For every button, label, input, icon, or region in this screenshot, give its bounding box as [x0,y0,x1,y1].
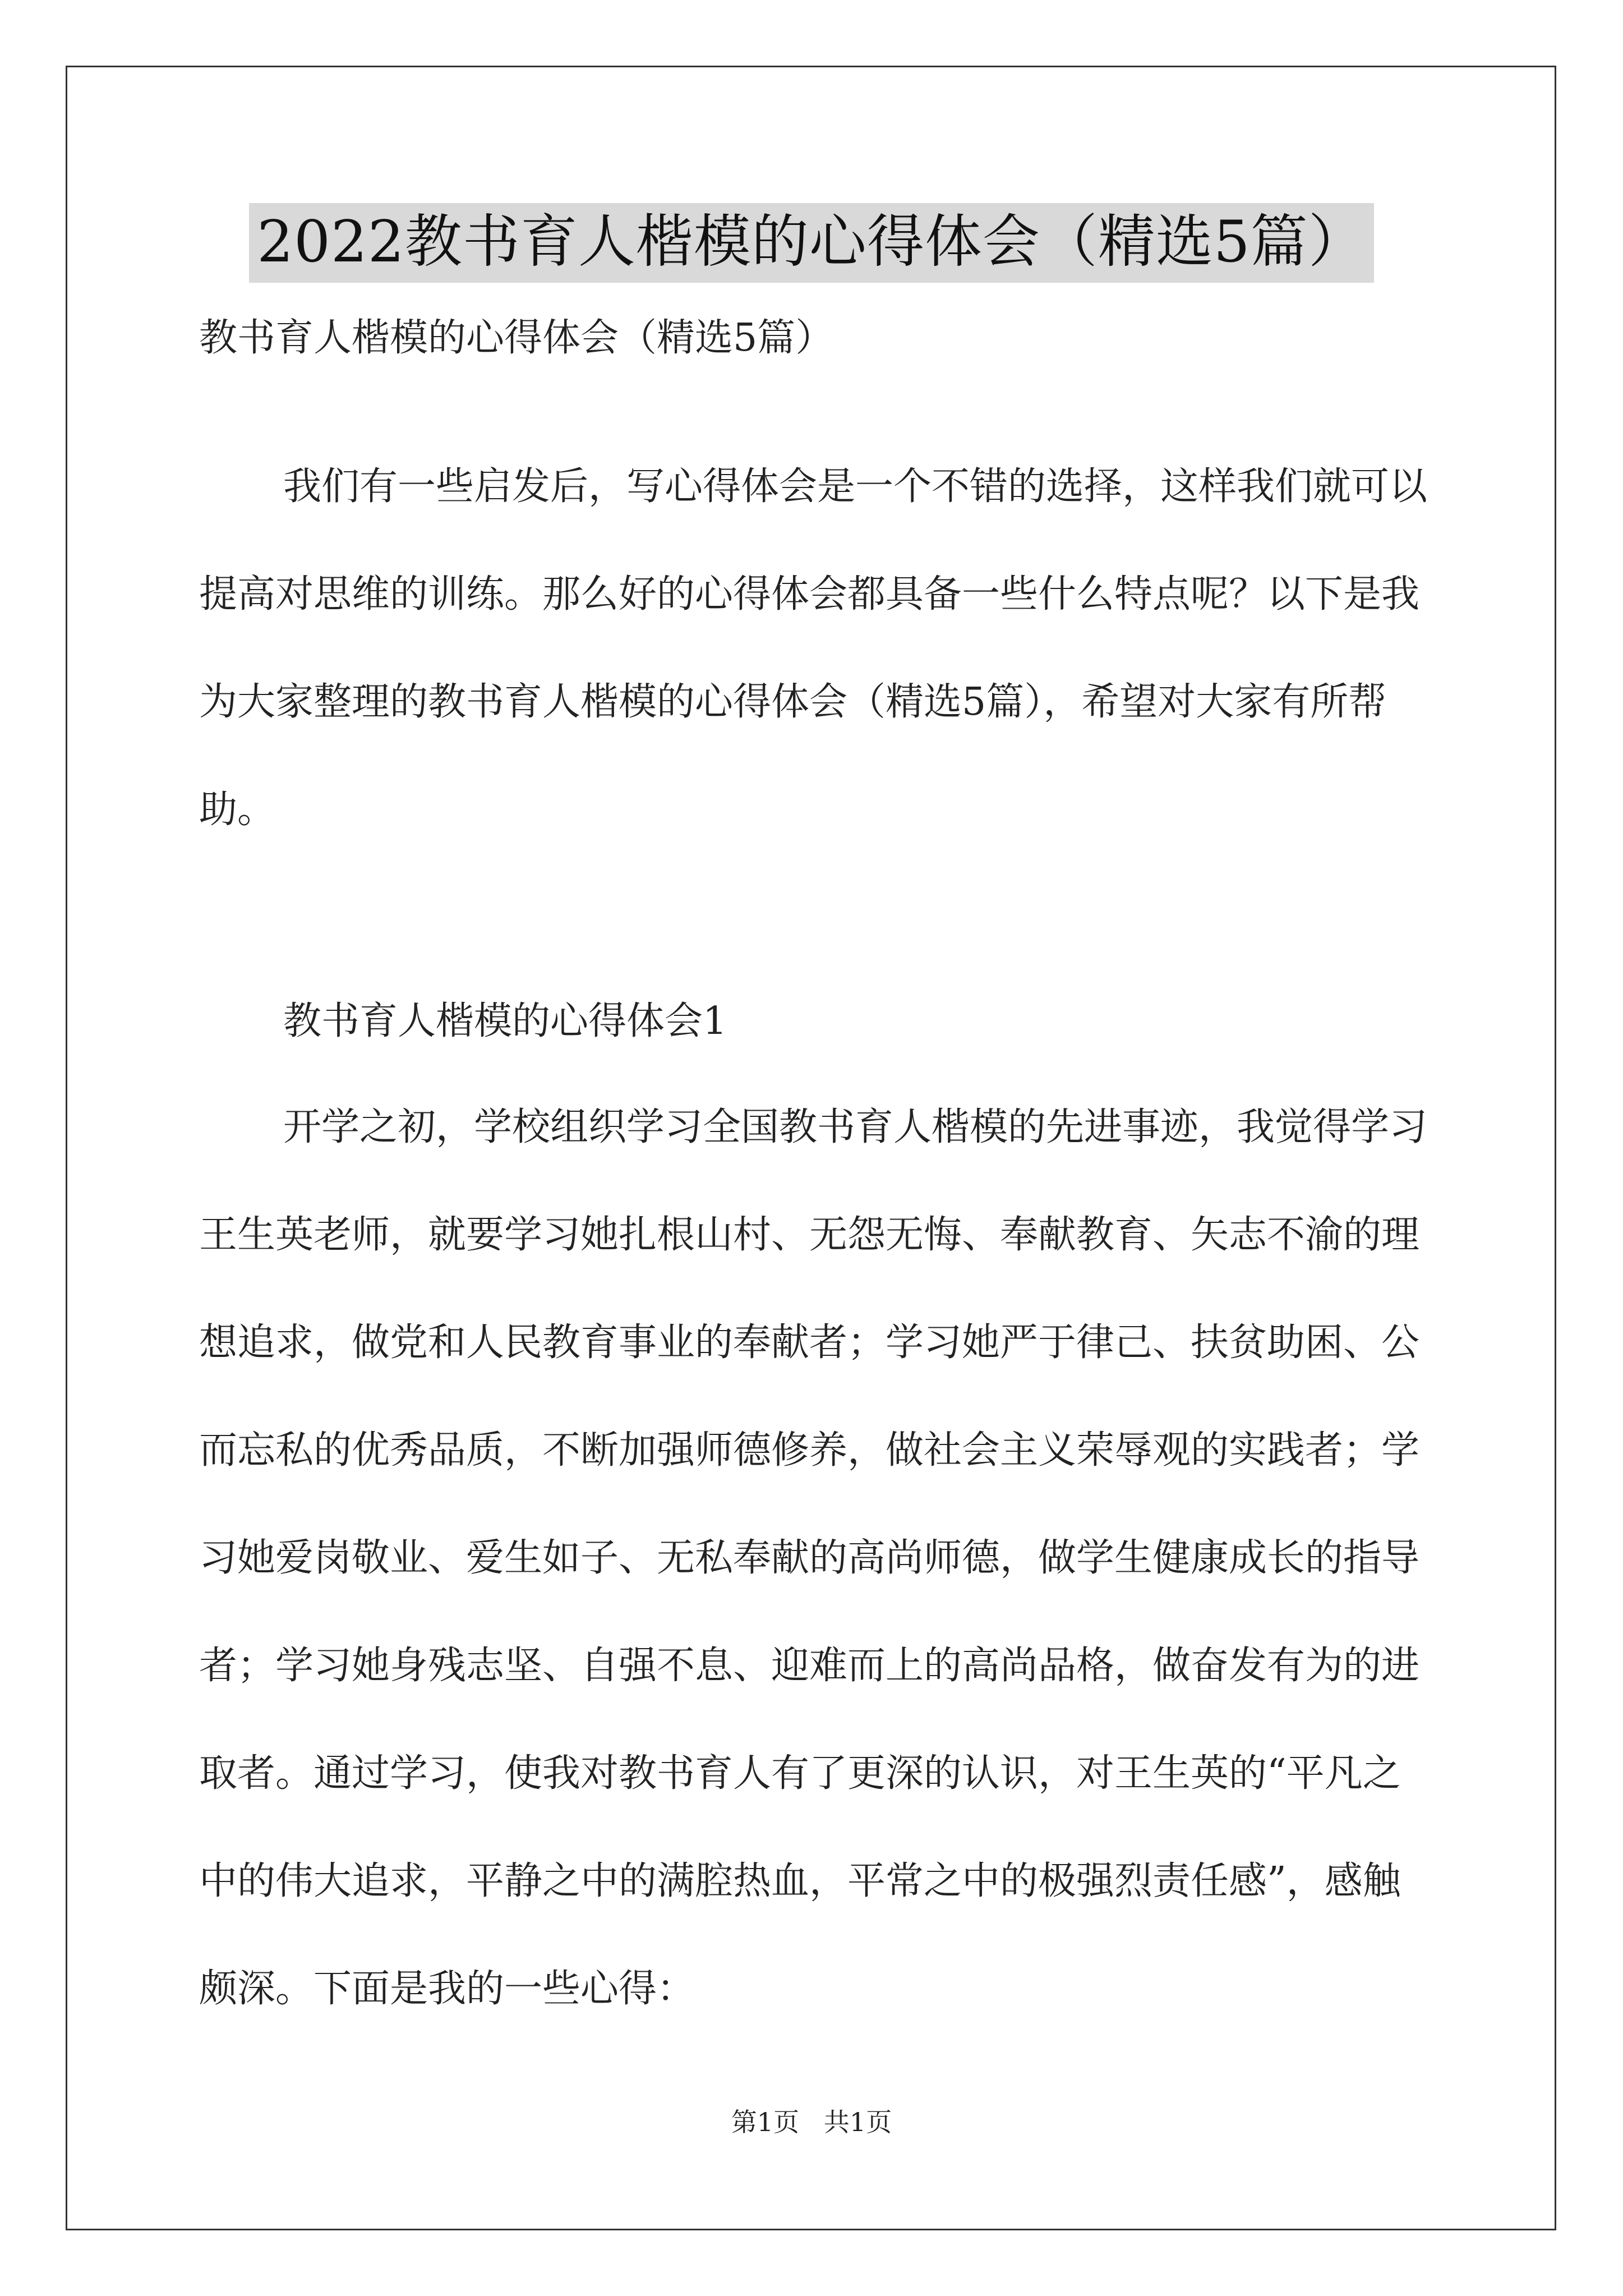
body-paragraph: 开学之初，学校组织学习全国教书育人楷模的先进事迹，我觉得学习王生英老师，就要学习她扎根山村、无怨无悔、奉献教育、矢志不渝的理想追求，做党和人民教育事业的奉献者；学习她严于律己、扶贫助困、公而忘私的优秀品质，不断加强师德修养，做社会主义荣辱观的实践者；学习她爱岗敬业、爱生如子、无私奉献的高尚师德，做学生健康成长的指导者；学习她身残志坚、自强不息、迎难而上的高尚品格，做奋发有为的进取者。通过学习，使我对教书育人有了更深的认识，对王生英的“平凡之中的伟大追求，平静之中的满腔热血，平常之中的极强烈责任感”，感触颇深。下面是我的一些心得： [199,1105,1428,2011]
document-title: 2022教书育人楷模的心得体会（精选5篇） [249,203,1373,283]
document-subtitle: 教书育人楷模的心得体会（精选5篇） [199,316,834,360]
page-footer: 第1页 共1页 [731,2107,892,2137]
title-container [0,203,1623,283]
intro-paragraph: 我们有一些启发后，写心得体会是一个不错的选择，这样我们就可以提高对思维的训练。那么好的心得体会都具备一些什么特点呢？以下是我为大家整理的教书育人楷模的心得体会（精选5篇），希望对大家有所帮助。 [199,464,1428,832]
section-heading: 教书育人楷模的心得体会1 [283,999,727,1043]
